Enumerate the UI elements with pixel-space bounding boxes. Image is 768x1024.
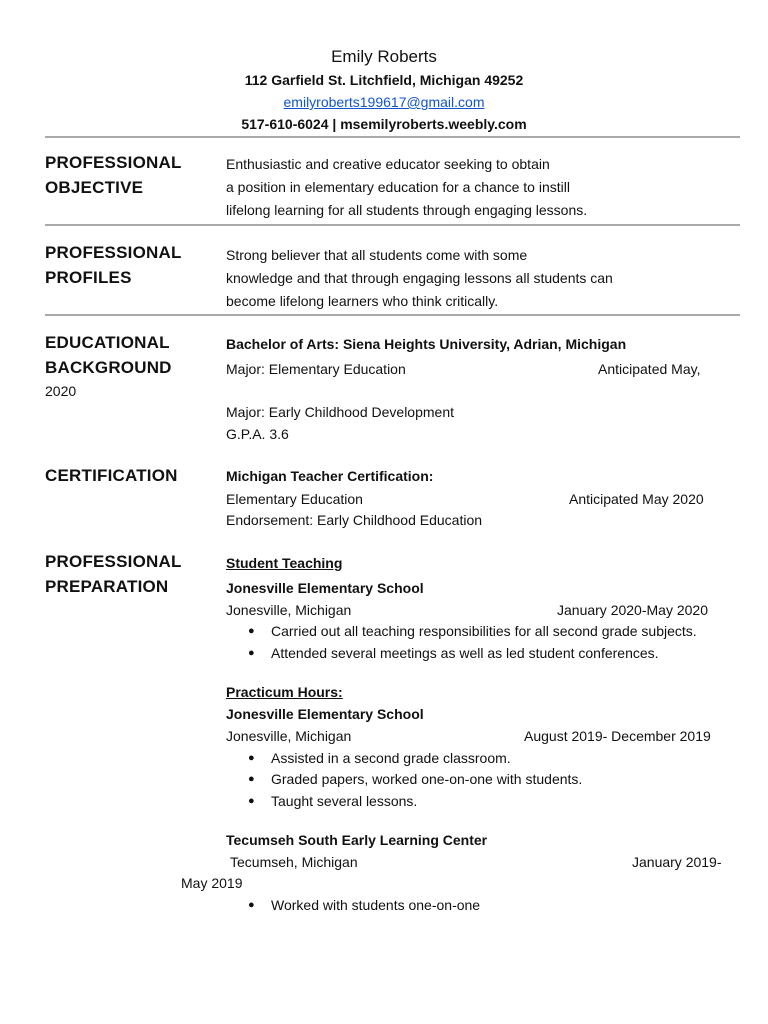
bullet-icon: ●: [248, 625, 255, 637]
tecumseh-location: Tecumseh, Michigan: [230, 854, 358, 870]
anticipated-date: Anticipated May,: [598, 361, 701, 377]
section-heading-certification: CERTIFICATION: [45, 466, 178, 485]
practicum-dates: August 2019- December 2019: [524, 728, 711, 744]
contact-line: 517-610-6024 | msemilyroberts.weebly.com: [241, 116, 527, 132]
degree: Bachelor of Arts: Siena Heights University, Adrian, Michigan: [226, 336, 627, 352]
divider: [45, 314, 740, 316]
bullet-icon: ●: [248, 899, 255, 911]
certification-area: Elementary Education: [226, 491, 363, 507]
endorsement: Endorsement: Early Childhood Education: [226, 512, 483, 528]
bullet-icon: ●: [248, 795, 255, 807]
education-year-wrap: 2020: [45, 383, 77, 399]
tecumseh-dates-wrap: May 2019: [181, 875, 243, 891]
practicum-school: Jonesville Elementary School: [226, 706, 424, 722]
list-item: Carried out all teaching responsibilities for all second grade subjects.: [271, 623, 697, 639]
resume-name: Emily Roberts: [331, 47, 437, 66]
profiles-text: Strong believer that all students come with some knowledge and that through engaging lessons all students can become lifelong learners who think critically.: [226, 247, 613, 309]
certification-anticipated: Anticipated May 2020: [569, 491, 704, 507]
bullet-icon: ●: [248, 773, 255, 785]
email-link[interactable]: emilyroberts199617@gmail.com: [283, 94, 485, 110]
bullet-icon: ●: [248, 647, 255, 659]
list-item: Worked with students one-on-one: [271, 897, 481, 913]
practicum-location: Jonesville, Michigan: [226, 728, 352, 744]
certification-title: Michigan Teacher Certification:: [226, 468, 434, 484]
list-item: Taught several lessons.: [271, 793, 418, 809]
list-item: Assisted in a second grade classroom.: [271, 750, 511, 766]
student-teaching-school: Jonesville Elementary School: [226, 580, 424, 596]
bullet-icon: ●: [248, 752, 255, 764]
tecumseh-dates: January 2019-: [632, 854, 722, 870]
gpa: G.P.A. 3.6: [226, 426, 289, 442]
section-heading-preparation: PROFESSIONAL PREPARATION: [45, 552, 182, 596]
list-item: Graded papers, worked one-on-one with students.: [271, 771, 583, 787]
section-heading-profiles: PROFESSIONAL PROFILES: [45, 243, 182, 287]
objective-text: Enthusiastic and creative educator seeking to obtain a position in elementary education for a chance to instill lifelong learning for all students through engaging lessons.: [226, 156, 588, 218]
section-heading-education: EDUCATIONAL BACKGROUND: [45, 333, 172, 377]
address: 112 Garfield St. Litchfield, Michigan 49252: [244, 72, 524, 88]
section-heading-objective: PROFESSIONAL OBJECTIVE: [45, 153, 182, 197]
major-early-childhood: Major: Early Childhood Development: [226, 404, 454, 420]
list-item: Attended several meetings as well as led student conferences.: [271, 645, 659, 661]
student-teaching-label: Student Teaching: [226, 555, 343, 571]
tecumseh-school: Tecumseh South Early Learning Center: [226, 832, 488, 848]
practicum-label: Practicum Hours:: [226, 684, 343, 700]
student-teaching-location: Jonesville, Michigan: [226, 602, 352, 618]
major-elementary: Major: Elementary Education: [226, 361, 406, 377]
divider: [45, 224, 740, 226]
student-teaching-dates: January 2020-May 2020: [557, 602, 708, 618]
divider: [45, 136, 740, 138]
